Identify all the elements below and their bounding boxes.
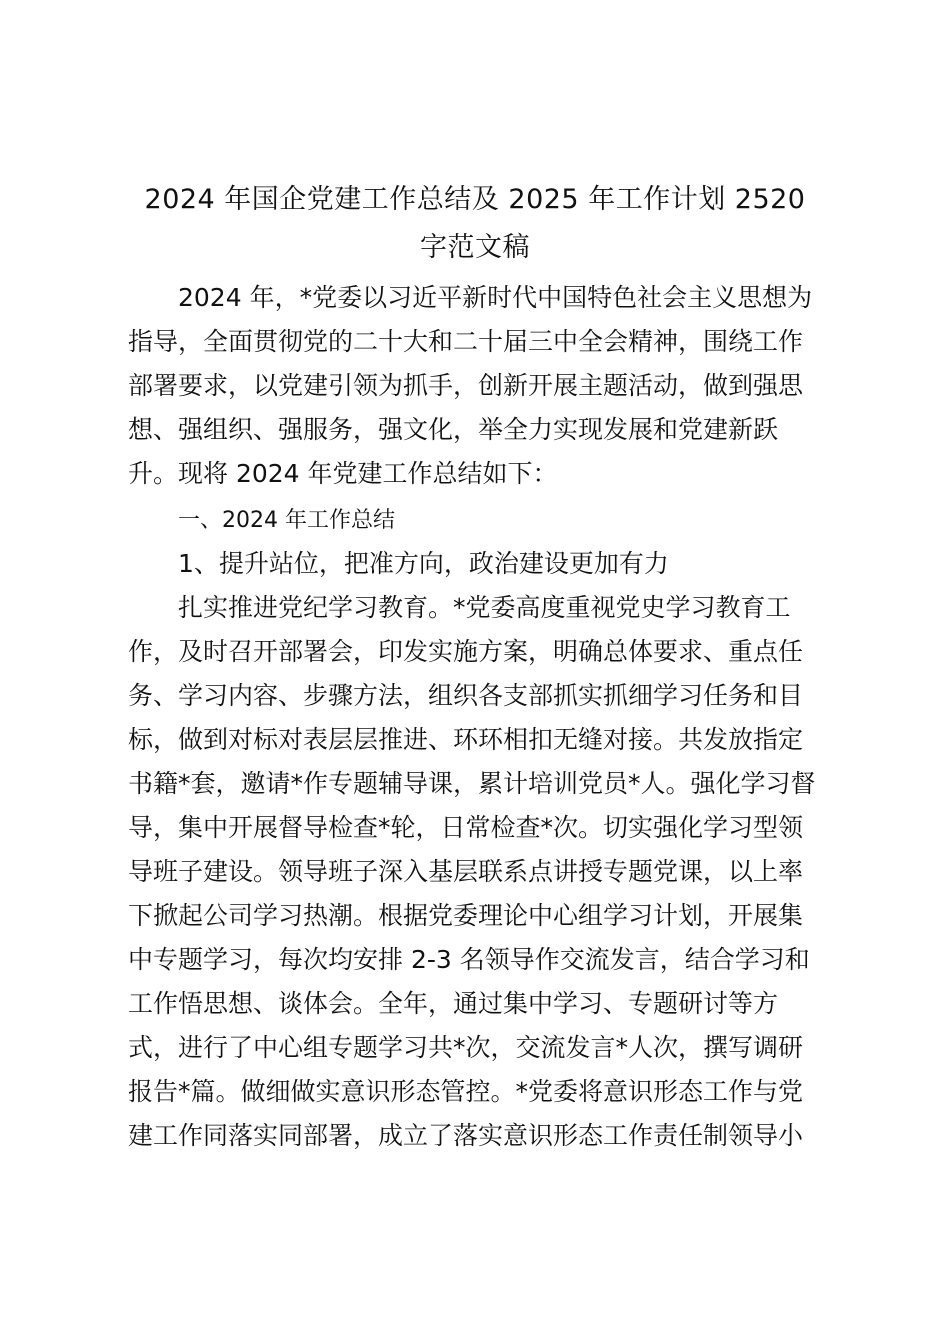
body-line-6: 导，集中开展督导检查*轮，日常检查*次。切实强化学习型领 bbox=[128, 813, 804, 842]
document-title-line-1: 2024 年国企党建工作总结及 2025 年工作计划 2520 bbox=[144, 184, 806, 215]
body-line-3: 务、学习内容、步骤方法，组织各支部抓实抓细学习任务和目 bbox=[128, 681, 804, 710]
body-line-11: 式，进行了中心组专题学习共*次，交流发言*人次，撰写调研 bbox=[128, 1033, 804, 1062]
section-heading: 一、2024 年工作总结 bbox=[178, 508, 395, 533]
intro-line-4: 想、强组织、强服务，强文化，举全力实现发展和党建新跃 bbox=[128, 415, 779, 444]
intro-line-3: 部署要求，以党建引领为抓手，创新开展主题活动，做到强思 bbox=[128, 371, 804, 400]
body-line-7: 导班子建设。领导班子深入基层联系点讲授专题党课，以上率 bbox=[128, 857, 804, 886]
body-line-12: 报告*篇。做细做实意识形态管控。*党委将意识形态工作与党 bbox=[128, 1077, 804, 1106]
subsection-heading: 1、提升站位，把准方向，政治建设更加有力 bbox=[178, 549, 669, 578]
intro-line-5: 升。现将 2024 年党建工作总结如下： bbox=[128, 459, 558, 488]
intro-line-1: 2024 年，*党委以习近平新时代中国特色社会主义思想为 bbox=[178, 283, 813, 312]
body-line-2: 作，及时召开部署会，印发实施方案，明确总体要求、重点任 bbox=[128, 637, 804, 666]
body-line-5: 书籍*套，邀请*作专题辅导课，累计培训党员*人。强化学习督 bbox=[128, 769, 816, 798]
body-line-4: 标，做到对标对表层层推进、环环相扣无缝对接。共发放指定 bbox=[128, 725, 804, 754]
intro-line-2: 指导，全面贯彻党的二十大和二十届三中全会精神，围绕工作 bbox=[128, 327, 804, 356]
body-line-1: 扎实推进党纪学习教育。*党委高度重视党史学习教育工 bbox=[178, 593, 791, 622]
body-line-13: 建工作同落实同部署，成立了落实意识形态工作责任制领导小 bbox=[128, 1121, 804, 1150]
body-line-8: 下掀起公司学习热潮。根据党委理论中心组学习计划，开展集 bbox=[128, 901, 804, 930]
body-line-10: 工作悟思想、谈体会。全年，通过集中学习、专题研讨等方 bbox=[128, 989, 779, 1018]
body-line-9: 中专题学习，每次均安排 2-3 名领导作交流发言，结合学习和 bbox=[128, 945, 810, 974]
document-title-line-2: 字范文稿 bbox=[420, 232, 530, 263]
